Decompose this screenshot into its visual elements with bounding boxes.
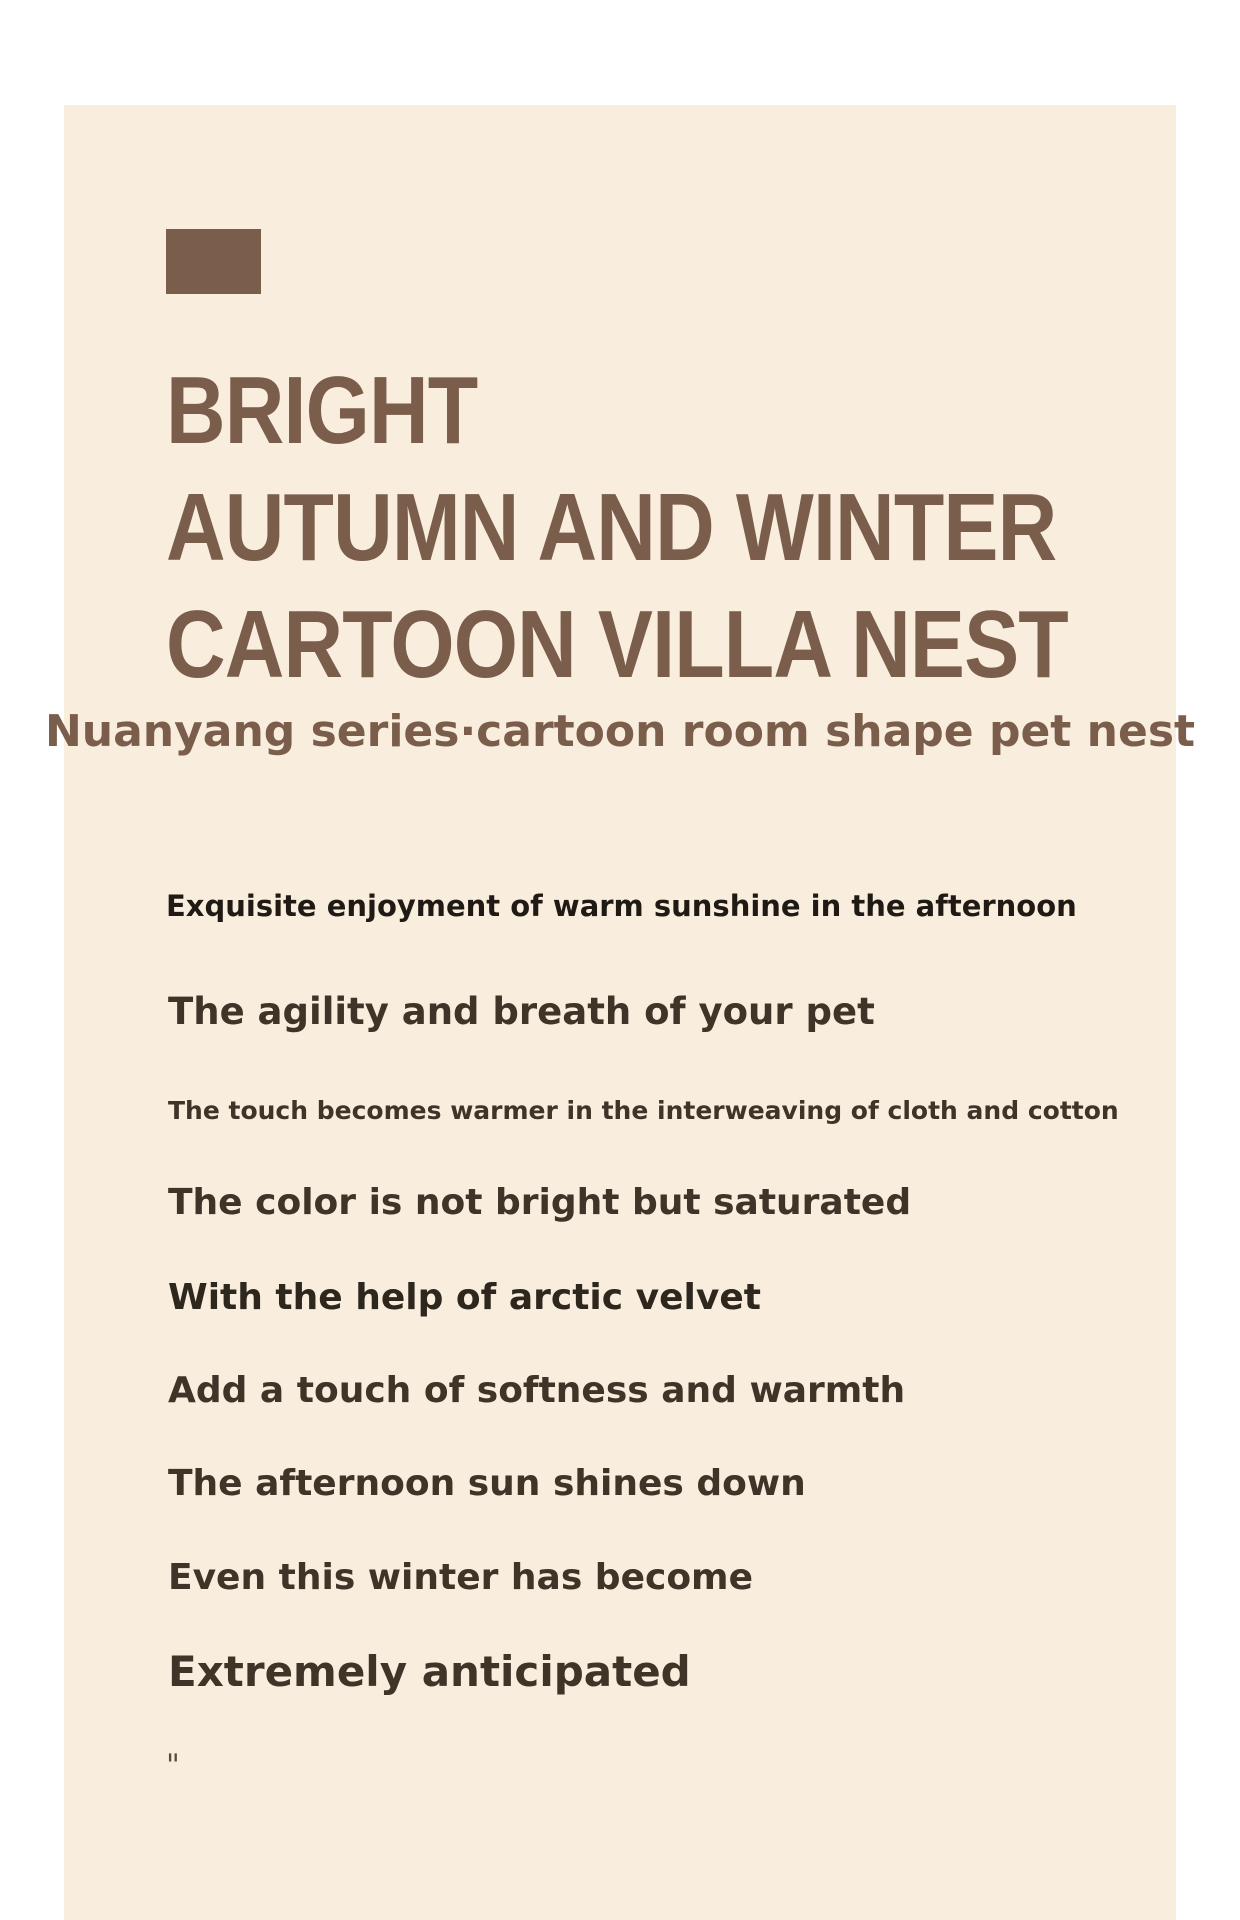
body-line-1: Exquisite enjoyment of warm sunshine in the afternoon [166, 889, 1077, 923]
closing-quote-mark: " [166, 1748, 180, 1783]
decorative-brown-block [166, 229, 261, 294]
body-line-5: With the help of arctic velvet [168, 1277, 761, 1318]
body-line-3: The touch becomes warmer in the interweaving of cloth and cotton [168, 1096, 1119, 1125]
series-subtitle: Nuanyang series·cartoon room shape pet nest [44, 706, 1196, 757]
body-line-8: Even this winter has become [168, 1557, 753, 1598]
body-line-7: The afternoon sun shines down [168, 1463, 806, 1504]
body-line-6: Add a touch of softness and warmth [168, 1370, 906, 1411]
headline-line-1: BRIGHT [166, 357, 478, 464]
body-line-4: The color is not bright but saturated [168, 1182, 912, 1223]
headline [166, 352, 1068, 703]
body-line-2: The agility and breath of your pet [168, 990, 875, 1033]
headline-line-3: CARTOON VILLA NEST [166, 591, 1068, 698]
body-line-9: Extremely anticipated [168, 1647, 691, 1696]
headline-line-2: AUTUMN AND WINTER [166, 474, 1057, 581]
